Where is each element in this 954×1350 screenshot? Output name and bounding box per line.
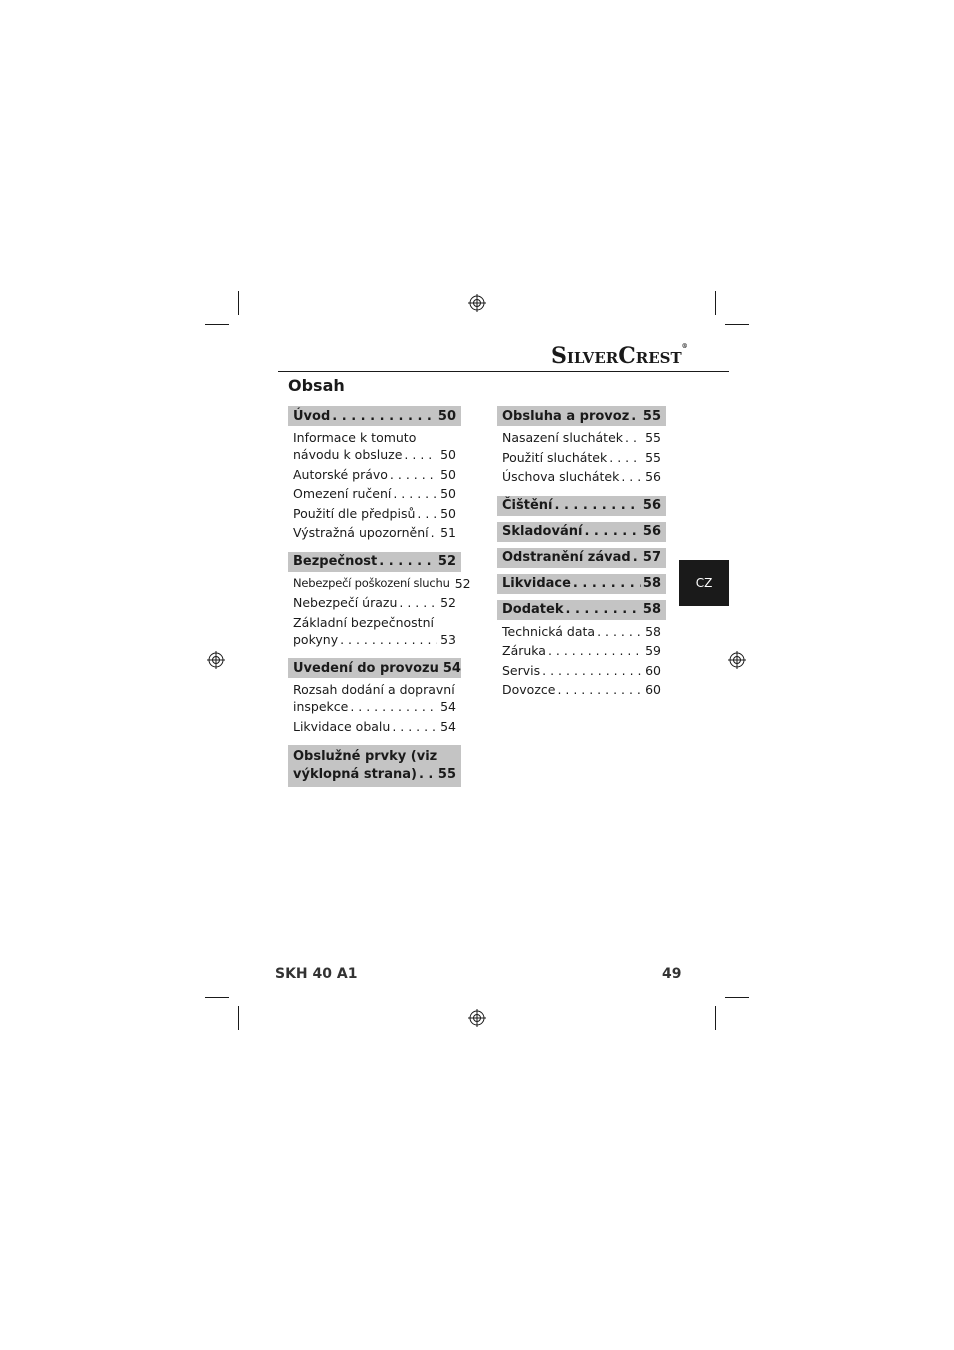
toc-item-label: Technická data xyxy=(502,623,596,639)
toc-item-label: Dovozce xyxy=(502,682,556,697)
toc-item xyxy=(293,524,456,541)
toc-page-number: 53 xyxy=(440,631,456,647)
toc-item-label: Nebezpečí poškození sluchu xyxy=(293,575,450,590)
toc-item-label: Informace k tomuto xyxy=(293,430,417,445)
toc-item xyxy=(502,449,661,466)
toc-item-line xyxy=(293,698,456,715)
crop-mark xyxy=(238,1006,239,1030)
toc-item-line xyxy=(293,466,456,483)
toc-item-label: Likvidace obalu xyxy=(293,718,391,734)
section-gap xyxy=(288,737,461,745)
toc-item-label: Použití sluchátek xyxy=(502,449,608,465)
dot-leader xyxy=(415,505,437,522)
toc-page-number: 60 xyxy=(645,682,661,697)
toc-page-number: 55 xyxy=(645,449,661,465)
toc-item xyxy=(293,681,456,715)
toc-item xyxy=(293,614,456,648)
crop-mark xyxy=(205,324,229,325)
toc-page-number: 58 xyxy=(645,623,661,639)
toc-item-label-cont: inspekce xyxy=(293,699,349,714)
toc-section-heading xyxy=(497,600,666,620)
toc-page-number: 55 xyxy=(642,408,661,424)
toc-section-heading xyxy=(288,658,461,678)
crop-mark xyxy=(205,997,229,998)
toc-item xyxy=(502,429,661,446)
toc-item-label: Výstražná upozornění xyxy=(293,525,429,540)
toc-item-label: Nebezpečí úrazu xyxy=(293,595,398,610)
toc-page-number: 56 xyxy=(642,524,661,539)
toc-item-line xyxy=(293,631,456,648)
toc-item xyxy=(502,681,661,698)
toc-section-heading xyxy=(288,552,461,572)
dot-leader xyxy=(391,485,437,502)
dot-leader xyxy=(582,524,640,539)
toc-item xyxy=(293,505,456,522)
toc-page-number: 55 xyxy=(645,430,661,445)
toc-item-line xyxy=(293,446,456,463)
toc-item-line xyxy=(293,524,456,541)
toc-section-heading xyxy=(288,745,461,787)
toc-page-number: 51 xyxy=(440,525,456,540)
toc-column-left xyxy=(288,406,471,787)
toc-page-number: 52 xyxy=(440,595,456,610)
toc-page-number: 58 xyxy=(642,576,661,591)
toc-page-number: 55 xyxy=(437,767,456,782)
dot-leader xyxy=(629,409,641,424)
toc-page-number: 50 xyxy=(437,408,456,424)
toc-item-line xyxy=(293,594,456,611)
toc-section-heading xyxy=(497,522,666,542)
toc-section-heading xyxy=(497,496,666,516)
toc-page-number: 52 xyxy=(454,575,471,591)
dot-leader xyxy=(388,466,437,483)
toc-page-number: 50 xyxy=(440,505,456,521)
toc-section-heading xyxy=(497,548,666,568)
toc-item-label: Základní bezpečnostní xyxy=(293,614,434,630)
toc-item-line xyxy=(502,468,661,485)
page-title: Obsah xyxy=(288,376,345,395)
footer-model: SKH 40 A1 xyxy=(275,966,358,982)
toc-item-list xyxy=(497,426,666,485)
dot-leader xyxy=(607,449,642,466)
toc-item-line xyxy=(502,449,661,466)
section-gap xyxy=(497,488,666,496)
section-gap xyxy=(288,650,461,658)
toc-item-line xyxy=(293,505,456,522)
toc-section-label: Dodatek xyxy=(502,602,564,617)
toc-page-number: 56 xyxy=(645,469,661,484)
toc-section-line xyxy=(293,766,456,784)
toc-item xyxy=(293,485,456,502)
dot-leader xyxy=(330,409,436,424)
toc-item-label: Omezení ručení xyxy=(293,486,392,501)
dot-leader xyxy=(348,698,437,715)
toc-item-line xyxy=(293,485,456,502)
dot-leader xyxy=(390,718,437,735)
toc-item xyxy=(293,466,456,483)
toc-item-line xyxy=(293,718,456,735)
toc-section-label: Odstranění závad xyxy=(502,550,631,565)
toc-item-label-cont: pokyny xyxy=(293,631,339,647)
toc-section-label: Úvod xyxy=(293,408,331,424)
toc-item-label: Nasazení sluchátek xyxy=(502,430,623,445)
dot-leader xyxy=(540,662,642,679)
header-rule xyxy=(278,371,729,372)
toc-page-number: 58 xyxy=(642,602,661,617)
section-gap xyxy=(288,544,461,552)
dot-leader xyxy=(619,468,642,485)
brand-logo: SILVERCREST® xyxy=(551,343,688,369)
toc-section-heading xyxy=(288,406,461,426)
toc-item xyxy=(502,662,661,679)
toc-column-right xyxy=(497,406,666,701)
toc-item-list xyxy=(288,572,471,648)
crop-mark xyxy=(715,1006,716,1030)
toc-section-label: Likvidace xyxy=(502,576,571,591)
toc-page-number: 50 xyxy=(440,447,456,462)
toc-item xyxy=(502,623,661,640)
dot-leader xyxy=(397,594,437,611)
toc-page-number: 60 xyxy=(645,662,661,678)
toc-item xyxy=(293,575,471,592)
toc-item xyxy=(502,642,661,659)
toc-section-label-cont: výklopná strana) xyxy=(293,767,417,782)
toc-section-label: Skladování xyxy=(502,524,583,539)
toc-item-line xyxy=(293,575,471,592)
toc-item-label-cont: návodu k obsluze xyxy=(293,447,403,462)
toc-item xyxy=(293,594,456,611)
dot-leader xyxy=(338,631,437,648)
toc-page-number: 56 xyxy=(642,498,661,513)
dot-leader xyxy=(571,576,641,591)
toc-section-heading xyxy=(497,574,666,594)
toc-item-line xyxy=(502,429,661,446)
toc-item-label: Použití dle předpisů xyxy=(293,505,416,521)
toc-item-line xyxy=(502,642,661,659)
toc-item-label: Záruka xyxy=(502,643,546,658)
toc-item-label: Autorské právo xyxy=(293,466,388,482)
toc-page-number: 54 xyxy=(440,699,456,714)
toc-section-label: Bezpečnost xyxy=(293,554,378,569)
toc-page-number: 57 xyxy=(642,550,661,565)
toc-item xyxy=(502,468,661,485)
language-tab: CZ xyxy=(679,560,729,606)
toc-page-number: 52 xyxy=(437,554,456,569)
toc-section-heading xyxy=(497,406,666,426)
toc-item-list xyxy=(288,426,461,541)
dot-leader xyxy=(377,554,436,569)
toc-section-label: Obslužné prvky (viz xyxy=(293,749,438,764)
dot-leader xyxy=(623,429,642,446)
dot-leader xyxy=(402,446,437,463)
toc-item-list xyxy=(497,620,666,699)
toc-item xyxy=(293,429,456,463)
toc-page-number: 50 xyxy=(440,466,456,482)
registration-mark-icon xyxy=(207,651,225,669)
toc-item-line xyxy=(502,623,661,640)
toc-page-number: 50 xyxy=(440,486,456,501)
dot-leader xyxy=(429,524,438,541)
toc-item-label: Servis xyxy=(502,662,541,678)
toc-section-label: Obsluha a provoz xyxy=(502,408,630,424)
toc-item-label: Úschova sluchátek xyxy=(502,469,620,484)
dot-leader xyxy=(546,642,642,659)
registration-mark-icon xyxy=(468,294,486,312)
toc-section-label: Čištění xyxy=(502,498,553,513)
crop-mark xyxy=(725,324,749,325)
dot-leader xyxy=(631,550,641,565)
dot-leader xyxy=(563,602,640,617)
toc-item-line xyxy=(502,681,661,698)
toc-section-label: Uvedení do provozu xyxy=(293,660,439,676)
toc-item-label: Rozsah dodání a dopravní xyxy=(293,682,455,697)
toc-page-number: 54 xyxy=(440,718,456,734)
dot-leader xyxy=(417,766,436,784)
crop-mark xyxy=(725,997,749,998)
toc-page-number: 54 xyxy=(442,660,461,676)
toc-item xyxy=(293,718,456,735)
crop-mark xyxy=(238,291,239,315)
toc-item-line xyxy=(502,662,661,679)
dot-leader xyxy=(555,681,642,698)
toc-page-number: 59 xyxy=(645,643,661,658)
dot-leader xyxy=(552,498,640,513)
footer-page-number: 49 xyxy=(662,966,682,982)
crop-mark xyxy=(715,291,716,315)
registration-mark-icon xyxy=(468,1009,486,1027)
dot-leader xyxy=(595,623,642,640)
toc-item-list xyxy=(288,678,461,735)
registration-mark-icon xyxy=(728,651,746,669)
